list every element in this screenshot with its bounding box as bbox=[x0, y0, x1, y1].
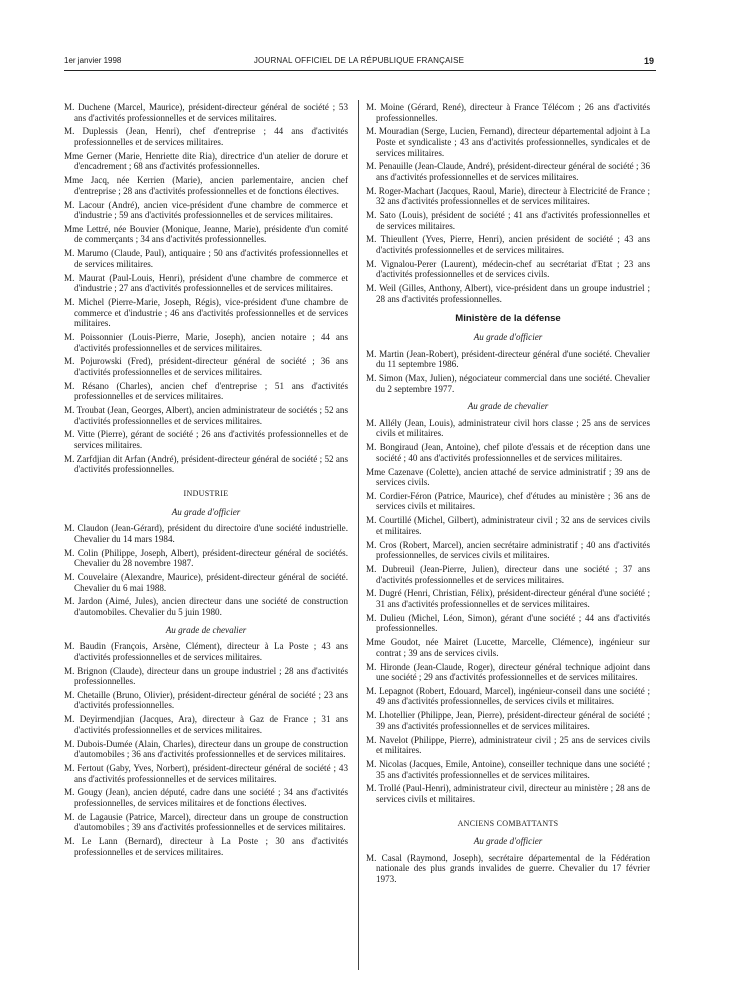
decoration-entry: M. Duchene (Marcel, Maurice), président-directeur général de société ; 53 ans d'activités professionnelles et de services militaires. bbox=[64, 102, 348, 123]
running-header bbox=[64, 56, 654, 70]
entries-list bbox=[64, 102, 348, 475]
decoration-entry: M. Gougy (Jean), ancien député, cadre dans une société ; 34 ans d'activités professionnelles, de services militaires et de fonctions électives. bbox=[64, 787, 348, 808]
decoration-entry: M. Le Lann (Bernard), directeur à La Poste ; 30 ans d'activités professionnelles et de services militaires. bbox=[64, 836, 348, 857]
decoration-entry: M. Weil (Gilles, Anthony, Albert), vice-président dans un groupe industriel ; 28 ans d'activités professionnelles. bbox=[366, 283, 650, 304]
decoration-entry: M. Dubreuil (Jean-Pierre, Julien), directeur dans une société ; 37 ans d'activités professionnelles et de services militaires. bbox=[366, 564, 650, 585]
decoration-entry: M. Penauille (Jean-Claude, André), président-directeur général de société ; 36 ans d'activités professionnelles et de services militaires. bbox=[366, 161, 650, 182]
decoration-entry: M. Thieullent (Yves, Pierre, Henri), ancien président de société ; 43 ans d'activités professionnelles et de services militaires. bbox=[366, 234, 650, 256]
journal-title: JOURNAL OFFICIEL DE LA RÉPUBLIQUE FRANÇAISE bbox=[253, 56, 465, 65]
decoration-entry: Mme Gerner (Marie, Henriette dite Ria), directrice d'un atelier de dorure et d'encadrement ; 68 ans d'activités professionnelles. bbox=[64, 150, 348, 172]
decoration-entry: M. Navelot (Philippe, Pierre), administrateur civil ; 25 ans de services civils et militaires. bbox=[366, 734, 650, 756]
decoration-entry: Mme Lettré, née Bouvier (Monique, Jeanne, Marie), présidente d'un comité de commerçants ; 34 ans d'activités professionnelles. bbox=[64, 223, 348, 245]
decoration-entry: Mme Goudot, née Mairet (Lucette, Marcelle, Clémence), ingénieur sur contrat ; 39 ans de services civils. bbox=[366, 637, 650, 658]
column-separator bbox=[358, 100, 359, 970]
decoration-entry: M. Moine (Gérard, René), directeur à France Télécom ; 26 ans d'activités professionnelles. bbox=[366, 102, 650, 123]
decoration-entry: M. Troubat (Jean, Georges, Albert), ancien administrateur de sociétés ; 52 ans d'activités professionnelles et de services militaires. bbox=[64, 405, 348, 426]
decoration-entry: M. Duplessis (Jean, Henri), chef d'entreprise ; 44 ans d'activités professionnelles et de services militaires. bbox=[64, 126, 348, 147]
decoration-entry: M. Sato (Louis), président de société ; 41 ans d'activités professionnelles et de services militaires. bbox=[366, 210, 650, 231]
section-heading-anciens-combattants: ANCIENS COMBATTANTS bbox=[457, 818, 559, 828]
left-column bbox=[64, 102, 348, 861]
decoration-entry: M. Dulieu (Michel, Léon, Simon), gérant d'une société ; 44 ans d'activités professionnelles. bbox=[366, 612, 650, 634]
decoration-entry: M. Trollé (Paul-Henri), administrateur civil, directeur au ministère ; 28 ans de services civils et militaires. bbox=[366, 783, 650, 804]
decoration-entry: M. Cordier-Féron (Patrice, Maurice), chef d'études au ministère ; 36 ans de services civils et militaires. bbox=[366, 490, 650, 512]
decoration-entry: M. Colin (Philippe, Joseph, Albert), président-directeur général de sociétés. Chevalier du 28 novembre 1987. bbox=[64, 547, 348, 569]
decoration-entry: M. Courtillé (Michel, Gilbert), administrateur civil ; 32 ans de services civils et militaires. bbox=[366, 515, 650, 536]
decoration-entry: M. Résano (Charles), ancien chef d'entreprise ; 51 ans d'activités professionnelles et de services militaires. bbox=[64, 380, 348, 402]
header-rule bbox=[64, 70, 656, 71]
decoration-entry: M. de Lagausie (Patrice, Marcel), directeur dans un groupe de construction d'automobiles ; 39 ans d'activités professionnelles et de services militaires. bbox=[64, 811, 348, 833]
decoration-entry: M. Roger-Machart (Jacques, Raoul, Marie), directeur à Electricité de France ; 32 ans d'activités professionnelles et de services militaires. bbox=[366, 185, 650, 207]
decoration-entry: M. Dugré (Henri, Christian, Félix), président-directeur général d'une société ; 31 ans d'activités professionnelles et de services militaires. bbox=[366, 588, 650, 609]
decoration-entry: M. Jardon (Aimé, Jules), ancien directeur dans une société de construction d'automobiles. Chevalier du 5 juin 1980. bbox=[64, 596, 348, 617]
decoration-entry: M. Baudin (François, Arsène, Clément), directeur à La Poste ; 43 ans d'activités professionnelles et de services militaires. bbox=[64, 641, 348, 662]
grade-heading-chevalier: Au grade de chevalier bbox=[165, 624, 247, 635]
section-heading-defense: Ministère de la défense bbox=[455, 313, 561, 325]
entries-list bbox=[366, 853, 650, 885]
decoration-entry: M. Brignon (Claude), directeur dans un groupe industriel ; 28 ans d'activités professionnelles. bbox=[64, 665, 348, 687]
entries-list bbox=[366, 102, 650, 304]
decoration-entry: M. Cros (Robert, Marcel), ancien secrétaire administratif ; 40 ans d'activités professionnelles, de services civils et militaires. bbox=[366, 539, 650, 561]
decoration-entry: M. Poissonnier (Louis-Pierre, Marie, Joseph), ancien notaire ; 44 ans d'activités professionnelles et de services militaires. bbox=[64, 331, 348, 353]
decoration-entry: M. Martin (Jean-Robert), président-directeur général d'une société. Chevalier du 11 septembre 1986. bbox=[366, 348, 650, 370]
decoration-entry: M. Nicolas (Jacques, Emile, Antoine), conseiller technique dans une société ; 35 ans d'activités professionnelles et de services militaires. bbox=[366, 759, 650, 780]
decoration-entry: M. Deyirmendjian (Jacques, Ara), directeur à Gaz de France ; 31 ans d'activités professionnelles et de services militaires. bbox=[64, 714, 348, 735]
decoration-entry: M. Vignalou-Perer (Laurent), médecin-chef au secrétariat d'Etat ; 23 ans d'activités professionnelles et de services civils. bbox=[366, 258, 650, 280]
decoration-entry: M. Maurat (Paul-Louis, Henri), président d'une chambre de commerce et d'industrie ; 27 ans d'activités professionnelles et de services militaires. bbox=[64, 272, 348, 294]
entries-list bbox=[64, 641, 348, 857]
decoration-entry: M. Lhotellier (Philippe, Jean, Pierre), président-directeur général de société ; 39 ans d'activités professionnelles et de services militaires. bbox=[366, 710, 650, 731]
decoration-entry: Mme Cazenave (Colette), ancien attaché de service administratif ; 39 ans de services civils. bbox=[366, 466, 650, 488]
decoration-entry: Mme Jacq, née Kerrien (Marie), ancien parlementaire, ancien chef d'entreprise ; 28 ans d'activités professionnelles et de fonctions électives. bbox=[64, 175, 348, 196]
right-column bbox=[366, 102, 650, 888]
decoration-entry: M. Chetaille (Bruno, Olivier), président-directeur général de société ; 23 ans d'activités professionnelles. bbox=[64, 689, 348, 711]
decoration-entry: M. Fertout (Gaby, Yves, Norbert), président-directeur général de société ; 43 ans d'activités professionnelles et de services militaires. bbox=[64, 763, 348, 784]
decoration-entry: M. Pojurowski (Fred), président-directeur général de société ; 36 ans d'activités professionnelles et de services militaires. bbox=[64, 356, 348, 377]
decoration-entry: M. Mouradian (Serge, Lucien, Fernand), directeur départemental adjoint à La Poste et syndicaliste ; 43 ans d'activités professionnelles, syndicales et de services militaires. bbox=[366, 126, 650, 158]
decoration-entry: M. Claudon (Jean-Gérard), président du directoire d'une société industrielle. Chevalier du 14 mars 1984. bbox=[64, 523, 348, 544]
decoration-entry: M. Dubois-Dumée (Alain, Charles), directeur dans un groupe de construction d'automobiles ; 36 ans d'activités professionnelles et de services militaires. bbox=[64, 738, 348, 760]
header-date: 1er janvier 1998 bbox=[64, 56, 122, 65]
decoration-entry: M. Bongiraud (Jean, Antoine), chef pilote d'essais et de réception dans une société ; 40 ans d'activités professionnelles et de services militaires. bbox=[366, 442, 650, 463]
decoration-entry: M. Michel (Pierre-Marie, Joseph, Régis), vice-président d'une chambre de commerce et d'industrie ; 46 ans d'activités professionnelles et de services militaires. bbox=[64, 297, 348, 329]
page-number: 19 bbox=[643, 56, 654, 66]
decoration-entry: M. Marumo (Claude, Paul), antiquaire ; 50 ans d'activités professionnelles et de services militaires. bbox=[64, 248, 348, 269]
grade-heading-officier: Au grade d'officier bbox=[473, 332, 543, 342]
decoration-entry: M. Vitte (Pierre), gérant de société ; 26 ans d'activités professionnelles et de services militaires. bbox=[64, 429, 348, 451]
grade-heading-chevalier: Au grade de chevalier bbox=[467, 401, 549, 412]
decoration-entry: M. Lacour (André), ancien vice-président d'une chambre de commerce et d'industrie ; 59 ans d'activités professionnelles et de services militaires. bbox=[64, 199, 348, 221]
grade-heading-officier: Au grade d'officier bbox=[473, 836, 543, 847]
entries-list bbox=[64, 523, 348, 617]
section-heading-industrie: INDUSTRIE bbox=[183, 489, 229, 499]
decoration-entry: M. Zarfdjian dit Arfan (André), président-directeur général de société ; 52 ans d'activités professionnelles. bbox=[64, 453, 348, 475]
decoration-entry: M. Casal (Raymond, Joseph), secrétaire départemental de la Fédération nationale des plus grands invalides de guerre. Chevalier du 17 février 1973. bbox=[366, 852, 650, 884]
decoration-entry: M. Couvelaire (Alexandre, Maurice), président-directeur général de société. Chevalier du 6 mai 1988. bbox=[64, 571, 348, 593]
entries-list bbox=[366, 418, 650, 805]
decoration-entry: M. Simon (Max, Julien), négociateur commercial dans une société. Chevalier du 2 septembre 1977. bbox=[366, 372, 650, 394]
grade-heading-officier: Au grade d'officier bbox=[171, 506, 241, 517]
entries-list bbox=[366, 349, 650, 395]
decoration-entry: M. Hironde (Jean-Claude, Roger), directeur général technique adjoint dans une société ; 29 ans d'activités professionnelles et de services militaires. bbox=[366, 661, 650, 683]
decoration-entry: M. Allély (Jean, Louis), administrateur civil hors classe ; 25 ans de services civils et militaires. bbox=[366, 417, 650, 439]
decoration-entry: M. Lepagnot (Robert, Edouard, Marcel), ingénieur-conseil dans une société ; 49 ans d'activités professionnelles, de services civils et militaires. bbox=[366, 685, 650, 707]
